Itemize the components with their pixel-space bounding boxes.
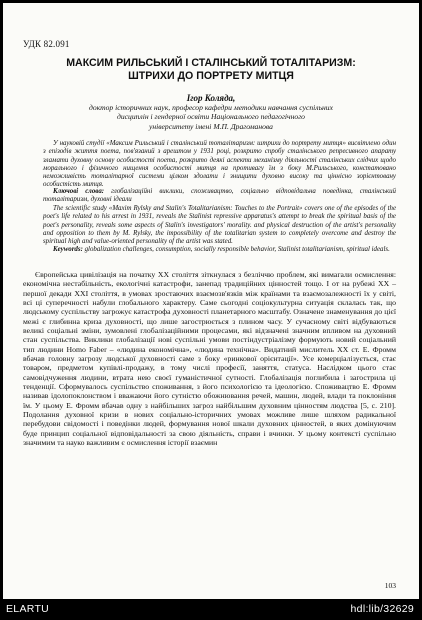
keywords-english xyxy=(43,246,396,254)
affiliation-line-1: доктор історичних наук, професор кафедри методики навчання суспільних xyxy=(89,103,333,112)
udk-code: УДК 82.091 xyxy=(23,39,70,49)
article-title xyxy=(33,57,389,82)
abstract-uk-text: У науковій студії «Максим Рильський і сталінський тоталітаризм: штрихи до портрету митця» висвітлено один з епізодів життя поета, пов'язаний з арештом у 1931 році, розкрито спробу сталінського репресивного апарату зламати духовну основу особистості поета, розкрито деякі аспекти механізму діяльності сталінських слідчих щодо морального і фізичного нищення особистості митця на противагу їм з боку М.Рильського, констатовано неможливість тоталітарної системи цілком здолати і знищити духовно високу та ціннісно зорієнтовану особистість митця. xyxy=(43,140,396,189)
keywords-ukrainian xyxy=(43,188,396,205)
keywords-uk-text: глобалізаційні виклики, споживацтво, соціально відповідальна поведінка, сталінський тоталітаризм, духовні ідеали xyxy=(43,188,396,204)
title-line-1: МАКСИМ РИЛЬСЬКИЙ І СТАЛІНСЬКИЙ ТОТАЛІТАРИЗМ: xyxy=(66,57,356,69)
author-name: Ігор Коляда, xyxy=(186,93,236,103)
author-affiliation xyxy=(43,103,379,131)
paper-page xyxy=(3,3,419,599)
abstract-ukrainian xyxy=(43,140,396,190)
page-number: 103 xyxy=(384,581,396,590)
title-line-2: ШТРИХИ ДО ПОРТРЕТУ МИТЦЯ xyxy=(128,69,294,82)
keywords-en-label: Keywords: xyxy=(53,246,83,253)
affiliation-line-3: університету імені М.П. Драгоманова xyxy=(149,121,273,131)
abstract-english xyxy=(43,205,396,246)
repository-label: ELARTU xyxy=(6,603,50,615)
affiliation-line-2: дисциплін і гендерної освіти Національного педагогічного xyxy=(117,112,305,122)
handle-identifier: hdl:lib/32629 xyxy=(350,603,414,615)
keywords-en-text: globalization challenges, consumption, socially responsible behavior, Stalinist totalitarianism, spiritual ideals. xyxy=(82,246,390,253)
abstract-en-text: The scientific study «Maxim Rylsky and Stalin's Totalitarianism: Touches to the Portrait» covers one of the episodes of the poet's life related to his arrest in 1931, reveals the Stalinist repressive apparatus's attempt to break the spiritual basis of the poet's personality, reveals some aspects of Stalin's investigators' morality. and physical destruction of the artist's personality and opposition to them by M. Rylsky, the impossibility of the totalitarian system to completely overcome and destroy the spiritual high and value-oriented personality of the artist was stated. xyxy=(43,205,396,246)
body-paragraph: Європейська цивілізація на початку ХХ століття зіткнулася з безліччю проблем, які вимагали осмислення: економічна нестабільність, екологічні катастрофи, занепад традиційних цінностей тощо. І от на рубежі ХХ – першої декади ХХІ століття, в умовах зростаючих взаємозв'язків між країнами та взаємозалежності їх у світі, всі ці суперечності набули глобального характеру. Саме сьогодні соціокультурна ситуація склалась так, що людському суспільству загрожує катастрофа духовності планетарного масштабу. Означене знаменування до цієї межі є глибинна криза духовності, що лише загострюється з плином часу. У сучасному світі відбуваються великі соціальні зміни, зумовлені глобалізаційними процесами, які відзначені значним впливом на духовний стан суспільства. Виклики глобалізації нові суспільні умови постіндустріалізму формують новий соціальний тип людини Homo Faber – «людина економічна», «людина технічна». Видатний мислитель ХХ ст. Е. Фромм вбачав головну загрозу людської духовності саме з боку «ринкової орієнтації». Усе комерціалізується, стає товаром, предметом купівлі-продажу, в тому числі професії, заняття, статуса. Наслідком цього стає самовідчуження людини, втрата нею своєї гуманістичної сутності. Глобалізація поглибила і загострила ці тенденції. Сформувалось суспільство споживання, з його психологією та ідеологією. Споживацтво Е. Фромм називав ідолопоклонством і вважаючи його сутністю обожнювання речей, машин, людей, влади та поклоніння їм. У цьому Е. Фромм вбачав одну з найбільших загроз найбільшим духовним цінностям людства [5, с. 210]. Подолання духовної кризи в нових соціально-історичних умовах можливе лише шляхом радикальної перебудови свідомості і поведінки людей, формування нової шкали духовних цінностей, в яких домінуючим буде принцип соціальної відповідальності за свою діяльність, справи і вчинки. У цьому контексті суспільно значимим та науко важливим є осмислення історії взаємин xyxy=(23,270,396,447)
keywords-uk-label: Ключові слова: xyxy=(53,188,105,195)
main-body xyxy=(23,270,396,447)
